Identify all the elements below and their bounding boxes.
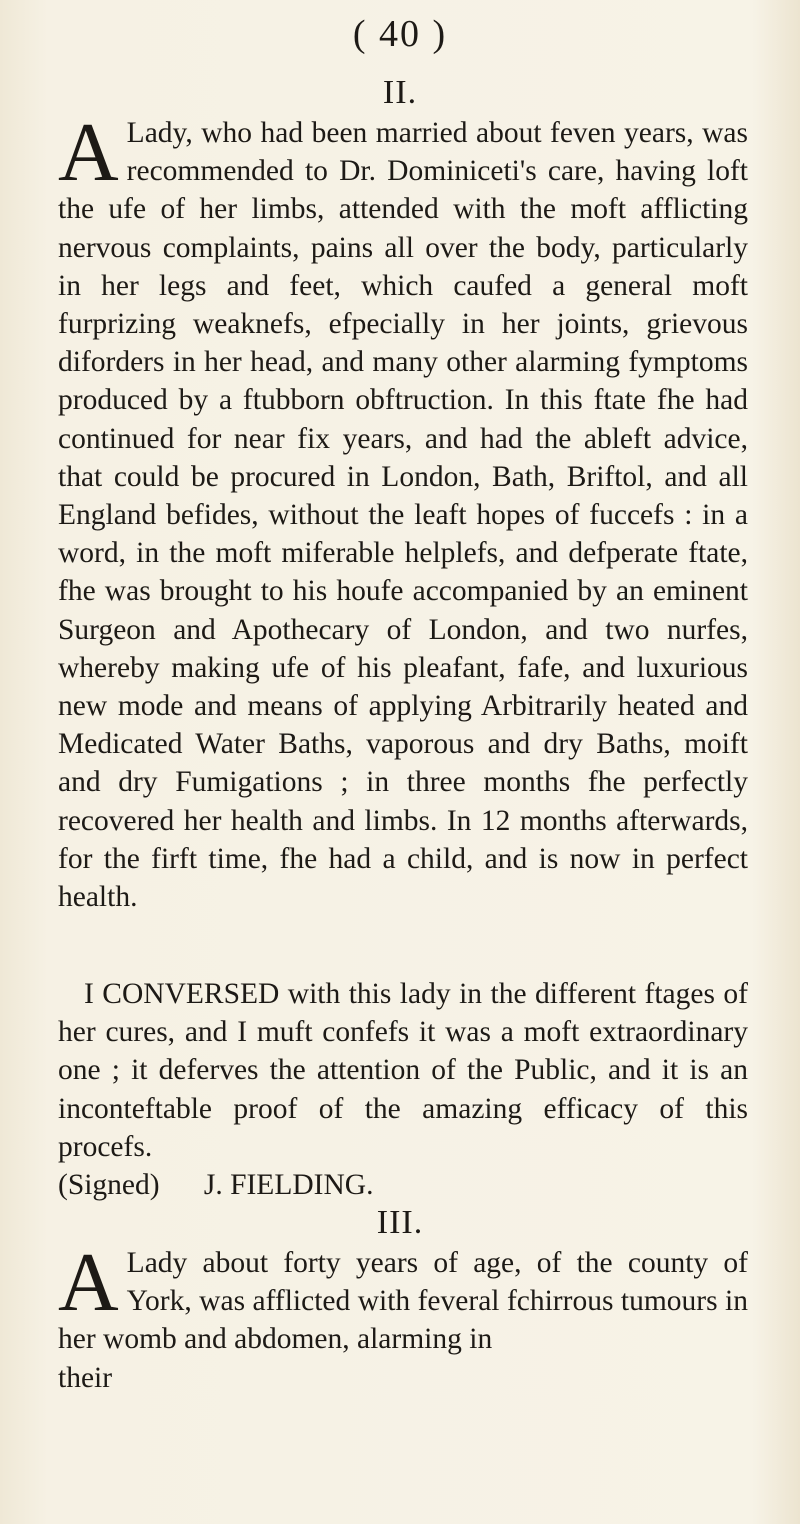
drop-cap: A [58,1236,119,1329]
section-number-iii: III. [376,1204,424,1241]
signature-line: (Signed) J. FIELDING. [58,1169,374,1202]
section-ii-body: Lady, who had been married about feven years, was recommended to Dr. Dominiceti's care, having loft the ufe of her limbs, attended with the moft afflicting nervous complaints, pains all over the body, particularly in her legs and feet, which caufed a general moft furprizing weaknefs, efpecially in her joints, grievous diforders in her head, and many other alarming fymptoms produced by a ftubborn obftruction. In this ftate fhe had continued for near fix years, and had the ableft advice, that could be procured in London, Bath, Briftol, and all England befides, without the leaft hopes of fuccefs : in a word, in the moft miferable helplefs, and defperate ftate, fhe was brought to his houfe accompanied by an eminent Surgeon and Apothecary of London, and two nurfes, whereby making ufe of his pleafant, fafe, and luxurious new mode and means of applying Arbitrarily heated and Medicated Water Baths, vaporous and dry Baths, moift and dry Fumigations ; in three months fhe perfectly recovered her health and limbs. In 12 months afterwards, for the firft time, fhe had a child, and is now in perfect health. [58,117,748,914]
drop-cap: A [58,106,119,199]
fielding-testimony [58,975,748,1204]
section-iii-paragraph [58,1236,748,1359]
section-ii-text [58,106,748,916]
section-iii-text [58,1236,748,1397]
section-ii-paragraph [58,106,748,916]
testimony-paragraph: I CONVERSED with this lady in the different ftages of her cures, and I muft confefs it was a moft extraordinary one ; it deferves the attention of the Public, and it is an inconteftable proof of the amazing efficacy of this procefs. [58,978,748,1163]
catchword: their [58,1361,113,1394]
page-number-header: ( 40 ) [352,13,448,55]
section-number-ii: II. [382,74,418,111]
section-iii-body: Lady about forty years of age, of the county of York, was afflicted with feveral fchirrous tumours in her womb and abdomen, alarming in [58,1247,748,1356]
